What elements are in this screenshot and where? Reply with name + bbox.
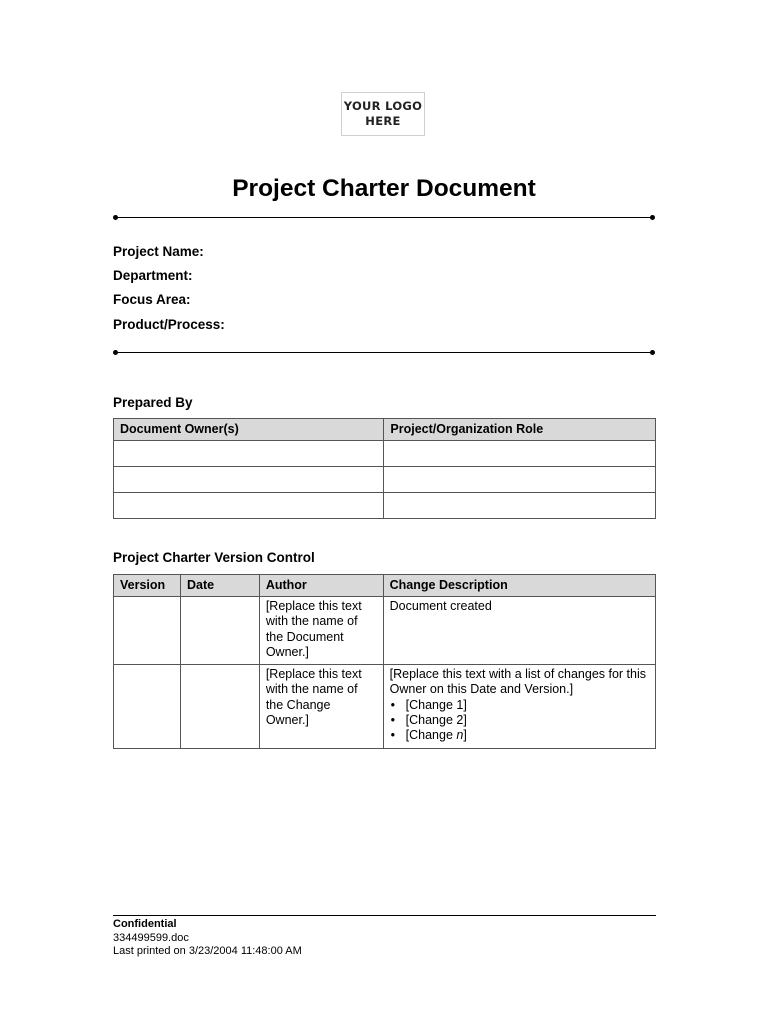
table-header-row bbox=[114, 419, 656, 441]
bottom-divider bbox=[115, 352, 653, 353]
logo-line-2: HERE bbox=[365, 114, 401, 128]
column-header: Change Description bbox=[383, 575, 655, 597]
column-header: Document Owner(s) bbox=[114, 419, 384, 441]
prepared-by-heading: Prepared By bbox=[113, 395, 193, 410]
file-name: 334499599.doc bbox=[113, 931, 189, 944]
table-row bbox=[114, 493, 656, 519]
change-list-item: • [Change 2] bbox=[390, 713, 649, 728]
column-header: Project/Organization Role bbox=[384, 419, 656, 441]
logo-placeholder bbox=[341, 92, 425, 136]
table-cell[interactable] bbox=[384, 441, 656, 467]
top-divider bbox=[115, 217, 653, 218]
author-cell[interactable]: [Replace this text with the name of the Change Owner.] bbox=[259, 665, 383, 748]
column-header: Version bbox=[114, 575, 181, 597]
version-cell[interactable] bbox=[114, 665, 181, 748]
change-list-item bbox=[390, 728, 649, 743]
table-cell[interactable] bbox=[114, 493, 384, 519]
table-row bbox=[114, 467, 656, 493]
change-description-cell[interactable] bbox=[383, 665, 655, 748]
prepared-by-table bbox=[113, 418, 656, 519]
date-cell[interactable] bbox=[180, 597, 259, 665]
table-row bbox=[114, 441, 656, 467]
date-cell[interactable] bbox=[180, 665, 259, 748]
column-header: Author bbox=[259, 575, 383, 597]
version-control-table bbox=[113, 574, 656, 749]
table-cell[interactable] bbox=[384, 493, 656, 519]
table-row bbox=[114, 597, 656, 665]
change-item-italic: n bbox=[456, 728, 464, 743]
table-header-row bbox=[114, 575, 656, 597]
version-control-heading: Project Charter Version Control bbox=[113, 550, 315, 565]
table-cell[interactable] bbox=[114, 441, 384, 467]
confidential-label: Confidential bbox=[113, 918, 177, 930]
column-header: Date bbox=[180, 575, 259, 597]
change-list-item: • [Change 1] bbox=[390, 698, 649, 713]
table-row bbox=[114, 665, 656, 748]
author-cell[interactable]: [Replace this text with the name of the Document Owner.] bbox=[259, 597, 383, 665]
change-item-prefix: [Change bbox=[405, 728, 457, 743]
version-cell[interactable] bbox=[114, 597, 181, 665]
footer bbox=[113, 918, 302, 959]
table-cell[interactable] bbox=[384, 467, 656, 493]
change-list bbox=[390, 698, 649, 744]
document-title: Project Charter Document bbox=[232, 175, 536, 202]
focus-area-label: Focus Area: bbox=[113, 292, 191, 307]
table-cell[interactable] bbox=[114, 467, 384, 493]
footer-divider bbox=[113, 915, 656, 916]
project-name-label: Project Name: bbox=[113, 244, 204, 259]
last-printed: Last printed on 3/23/2004 11:48:00 AM bbox=[113, 945, 302, 957]
change-description-cell[interactable]: Document created bbox=[383, 597, 655, 665]
department-label: Department: bbox=[113, 268, 193, 283]
logo-line-1: YOUR LOGO bbox=[343, 99, 423, 113]
change-item-suffix: ] bbox=[463, 728, 467, 743]
product-process-label: Product/Process: bbox=[113, 317, 225, 332]
change-description-text: [Replace this text with a list of changes for this Owner on this Date and Version.] bbox=[389, 667, 647, 697]
